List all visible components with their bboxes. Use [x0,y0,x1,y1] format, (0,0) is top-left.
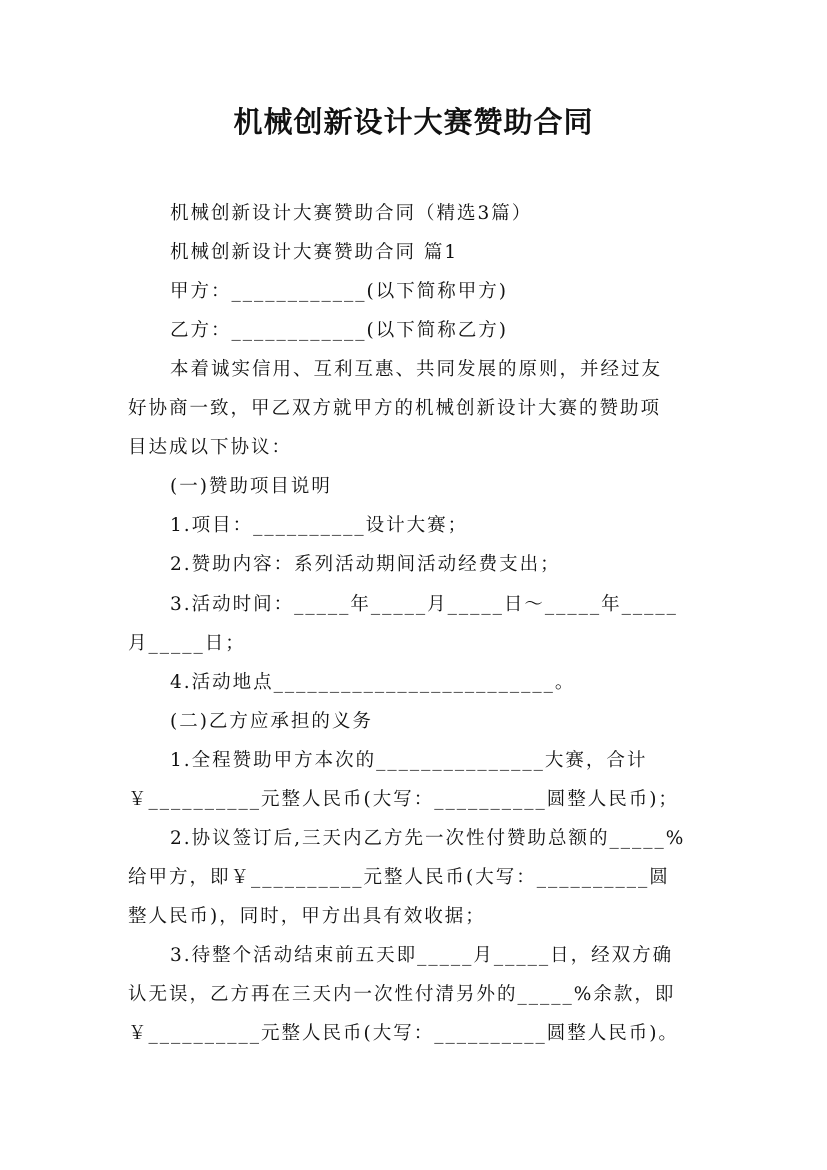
clause-item: 1.项目：__________设计大赛； [170,515,469,536]
clause-heading: (一)赞助项目说明 [170,476,332,497]
clause-item-continued: 认无误，乙方再在三天内一次性付清另外的_____%余款，即 [128,984,676,1005]
section-heading: 机械创新设计大赛赞助合同 篇1 [170,242,459,263]
clause-heading: (二)乙方应承担的义务 [170,711,373,732]
party-a-line: 甲方：____________(以下简称甲方) [170,281,508,302]
paragraph-line: 本着诚实信用、互利互惠、共同发展的原则，并经过友 [170,359,663,380]
clause-item-continued: ￥__________元整人民币(大写：__________圆整人民币)； [128,789,679,810]
paragraph-line: 好协商一致，甲乙双方就甲方的机械创新设计大赛的赞助项 [128,398,662,419]
clause-item-continued: 整人民币)，同时，甲方出具有效收据； [128,906,486,927]
clause-item-continued: 给甲方，即￥__________元整人民币(大写：__________圆 [128,867,670,888]
paragraph-line: 目达成以下协议： [128,437,293,458]
clause-item: 4.活动地点_________________________。 [170,672,576,693]
document-title: 机械创新设计大赛赞助合同 [233,105,594,139]
clause-item: 2.赞助内容：系列活动期间活动经费支出； [170,554,561,575]
clause-item: 3.待整个活动结束前五天即_____月_____日，经双方确 [170,945,674,966]
party-b-line: 乙方：____________(以下简称乙方) [170,320,508,341]
clause-item-continued: 月_____日； [128,633,246,654]
clause-item: 2.协议签订后,三天内乙方先一次性付赞助总额的_____% [170,828,686,849]
clause-item-continued: ￥__________元整人民币(大写：__________圆整人民币)。 [128,1023,679,1044]
document-subtitle: 机械创新设计大赛赞助合同（精选3篇） [170,203,533,224]
clause-item: 1.全程赞助甲方本次的_______________大赛，合计 [170,750,648,771]
clause-item: 3.活动时间：_____年_____月_____日～_____年_____ [170,594,678,615]
